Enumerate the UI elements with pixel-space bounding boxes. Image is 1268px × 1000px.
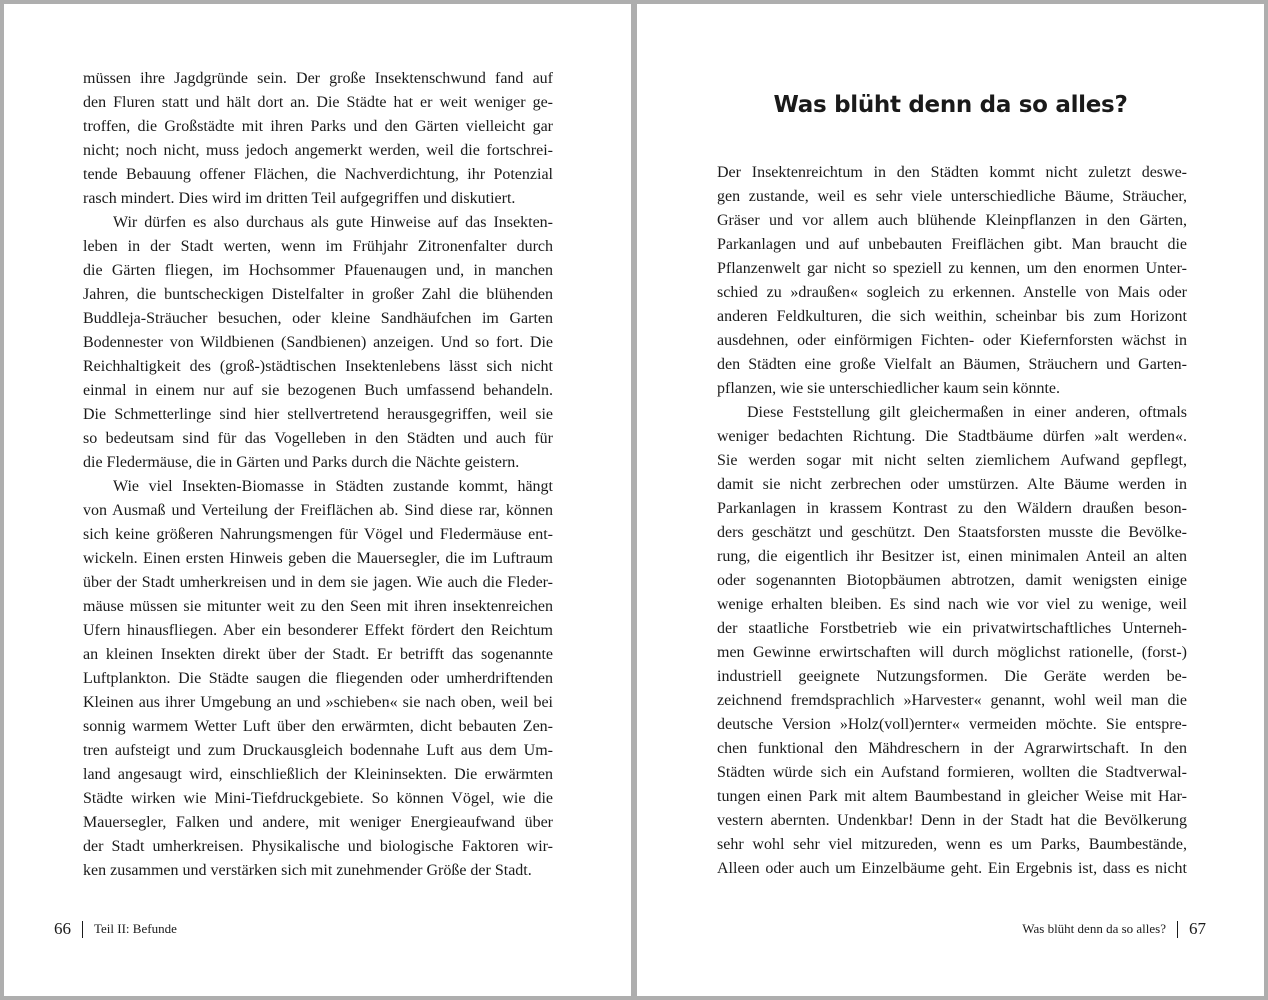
text-line: Mauersegler, Falken und andere, mit weniger Energieaufwand über xyxy=(83,814,553,831)
text-line: damit sie nicht zerbrechen oder umstürzen. Alte Bäume werden in xyxy=(717,476,1187,493)
text-line: Städten würde sich ein Aufstand formieren, wollten die Stadtverwal- xyxy=(717,764,1187,781)
running-head-left: Teil II: Befunde xyxy=(94,921,177,936)
text-line: leben in der Stadt werten, wenn im Frühjahr Zitronenfalter durch xyxy=(83,238,553,255)
page-number-left: 66 xyxy=(54,919,71,938)
text-line: Luftplankton. Die Städte saugen die fliegenden oder umherdriftenden xyxy=(83,670,553,687)
text-line: gen zustande, weil es sehr viele unterschiedliche Bäume, Sträucher, xyxy=(717,188,1187,205)
right-page xyxy=(637,4,1264,996)
text-line: tende Bebauung offener Flächen, die Nachverdichtung, ihr Potenzial xyxy=(83,166,553,183)
text-line: sonnig warmem Wetter Luft über den erwärmten, dicht bebauten Zen- xyxy=(83,718,553,735)
text-line: Buddleja-Sträucher besuchen, oder kleine Sandhäufchen im Garten xyxy=(83,310,553,327)
text-line: rasch mindert. Dies wird im dritten Teil aufgegriffen und diskutiert. xyxy=(83,190,516,207)
text-line: Bodennester von Wildbienen (Sandbienen) anzeigen. Und so fort. Die xyxy=(83,334,553,351)
text-line: nicht; noch nicht, muss jedoch angemerkt werden, weil die fortschrei- xyxy=(83,142,553,159)
text-line: der staatliche Forstbetrieb wie ein privatwirtschaftliches Unterneh- xyxy=(717,620,1187,637)
text-line: Kleinen aus ihrer Umgebung an und »schieben« sie nach oben, weil bei xyxy=(83,694,553,711)
text-line: industriell geeignete Nutzungsformen. Die Geräte werden be- xyxy=(717,668,1187,685)
text-line: vestern abernten. Undenkbar! Denn in der Stadt hat die Bevölkerung xyxy=(717,812,1187,829)
text-line: land angesaugt wird, einschließlich der Kleininsekten. Die erwärmten xyxy=(83,766,553,783)
text-line: die Fledermäuse, die in Gärten und Parks durch die Nächte geistern. xyxy=(83,454,520,471)
text-line: einmal in einem nur auf sie bezogenen Buch umfassend behandeln. xyxy=(83,382,553,399)
text-line: Diese Feststellung gilt gleichermaßen in einer anderen, oftmals xyxy=(747,404,1187,421)
text-line: troffen, die Großstädte mit ihren Parks und den Gärten vielleicht gar xyxy=(83,118,553,135)
text-line: zeichnend fremdsprachlich »Harvester« genannt, wohl weil man die xyxy=(717,692,1187,709)
text-line: ausdehnen, oder einförmigen Fichten- oder Kiefernforsten wächst in xyxy=(717,332,1187,349)
text-line: den Fluren statt und hält dort an. Die Städte hat er weit weniger ge- xyxy=(83,94,553,111)
text-line: sich keine größeren Nahrungsmengen für Vögel und Fledermäuse ent- xyxy=(83,526,553,543)
text-line: chen funktional den Mähdreschern in der Agrarwirtschaft. In den xyxy=(717,740,1187,757)
text-line: über der Stadt umherkreisen und in dem sie jagen. Wie auch die Fleder- xyxy=(83,574,553,591)
text-line: wickeln. Einen ersten Hinweis geben die Mauersegler, die im Luftraum xyxy=(83,550,553,567)
text-line: Gräser und vor allem auch blühende Kleinpflanzen in den Gärten, xyxy=(717,212,1187,229)
text-line: den Städten eine große Vielfalt an Bäumen, Sträuchern und Garten- xyxy=(717,356,1187,373)
text-line: Pflanzenwelt gar nicht so speziell zu kennen, um den enormen Unter- xyxy=(717,260,1187,277)
left-page xyxy=(4,4,631,996)
text-line: an kleinen Insekten direkt über der Stadt. Er betrifft das sogenannte xyxy=(83,646,553,663)
text-line: Der Insektenreichtum in den Städten kommt nicht zuletzt deswe- xyxy=(717,164,1187,181)
footer-divider xyxy=(1177,921,1178,938)
text-line: weniger bedachten Richtung. Die Stadtbäume dürfen »alt werden«. xyxy=(717,428,1187,445)
text-line: Die Schmetterlinge sind hier stellvertretend herausgegriffen, weil sie xyxy=(83,406,553,423)
text-line: der Stadt umherkreisen. Physikalische und biologische Faktoren wir- xyxy=(83,838,553,855)
text-line: tren aufsteigt und zum Druckausgleich bodennahe Luft aus dem Um- xyxy=(83,742,553,759)
text-line: wenige erhalten bleiben. Es sind nach wie vor viel zu wenige, weil xyxy=(717,596,1187,613)
text-line: deutsche Version »Holz(voll)ernter« vermeiden möchte. Sie entspre- xyxy=(717,716,1187,733)
text-line: mäuse müssen sie mitunter weit zu den Seen mit ihren insektenreichen xyxy=(83,598,553,615)
text-line: tungen einen Park mit altem Baumbestand in gleicher Weise mit Har- xyxy=(717,788,1187,805)
running-head-right: Was blüht denn da so alles? xyxy=(1022,921,1166,936)
text-line: müssen ihre Jagdgründe sein. Der große Insektenschwund fand auf xyxy=(83,70,553,87)
text-line: schied zu »draußen« sogleich zu erkennen. Anstelle von Mais oder xyxy=(717,284,1187,301)
text-line: men Gewinne erwirtschaften will durch möglichst rationelle, (forst-) xyxy=(717,644,1187,661)
text-line: Wir dürfen es also durchaus als gute Hinweise auf das Insekten- xyxy=(113,214,553,231)
text-line: von Ausmaß und Verteilung der Freiflächen ab. Sind diese rar, können xyxy=(83,502,553,519)
text-line: Städte wirken wie Mini-Tiefdruckgebiete. So können Vögel, wie die xyxy=(83,790,553,807)
right-page-body-text xyxy=(717,161,1187,881)
text-line: Jahren, die buntscheckigen Distelfalter in großer Zahl die blühenden xyxy=(83,286,553,303)
footer-divider xyxy=(82,921,83,938)
text-line: anderen Feldkulturen, die sich weithin, scheinbar bis zum Horizont xyxy=(717,308,1187,325)
text-line: pflanzen, wie sie unterschiedlicher kaum sein könnte. xyxy=(717,380,1060,397)
text-line: sehr wohl sehr viel mitzureden, wenn es um Parks, Baumbestände, xyxy=(717,836,1187,853)
left-page-body-text xyxy=(83,67,553,883)
text-line: oder sogenannten Biotopbäumen abtrotzen, damit wenigsten einige xyxy=(717,572,1187,589)
text-line: ders geschätzt und geschützt. Den Staatsforsten musste die Bevölke- xyxy=(717,524,1187,541)
page-number-right: 67 xyxy=(1189,919,1206,938)
chapter-title: Was blüht denn da so alles? xyxy=(773,92,1128,118)
text-line: die Gärten fliegen, im Hochsommer Pfauenaugen und, in manchen xyxy=(83,262,553,279)
text-line: Parkanlagen und auf unbebauten Freiflächen gibt. Man braucht die xyxy=(717,236,1187,253)
text-line: Parkanlagen in krassem Kontrast zu den Wäldern draußen beson- xyxy=(717,500,1187,517)
text-line: rung, die eigentlich ihr Besitzer ist, einen minimalen Anteil an alten xyxy=(717,548,1187,565)
text-line: so bedeutsam sind für das Vogelleben in den Städten und auch für xyxy=(83,430,553,447)
text-line: Ufern hinausfliegen. Aber ein besonderer Effekt fördert den Reichtum xyxy=(83,622,553,639)
right-page-footer xyxy=(1022,919,1206,939)
text-line: Sie werden sogar mit nicht selten ziemlichem Aufwand gepflegt, xyxy=(717,452,1187,469)
text-line: Reichhaltigkeit des (groß-)städtischen Insektenlebens lässt sich nicht xyxy=(83,358,553,375)
text-line: Wie viel Insekten-Biomasse in Städten zustande kommt, hängt xyxy=(113,478,553,495)
left-page-footer xyxy=(54,919,177,939)
text-line: ken zusammen und verstärken sich mit zunehmender Größe der Stadt. xyxy=(83,862,532,879)
text-line: Alleen oder auch um Einzelbäume geht. Ein Ergebnis ist, dass es nicht xyxy=(717,860,1187,877)
